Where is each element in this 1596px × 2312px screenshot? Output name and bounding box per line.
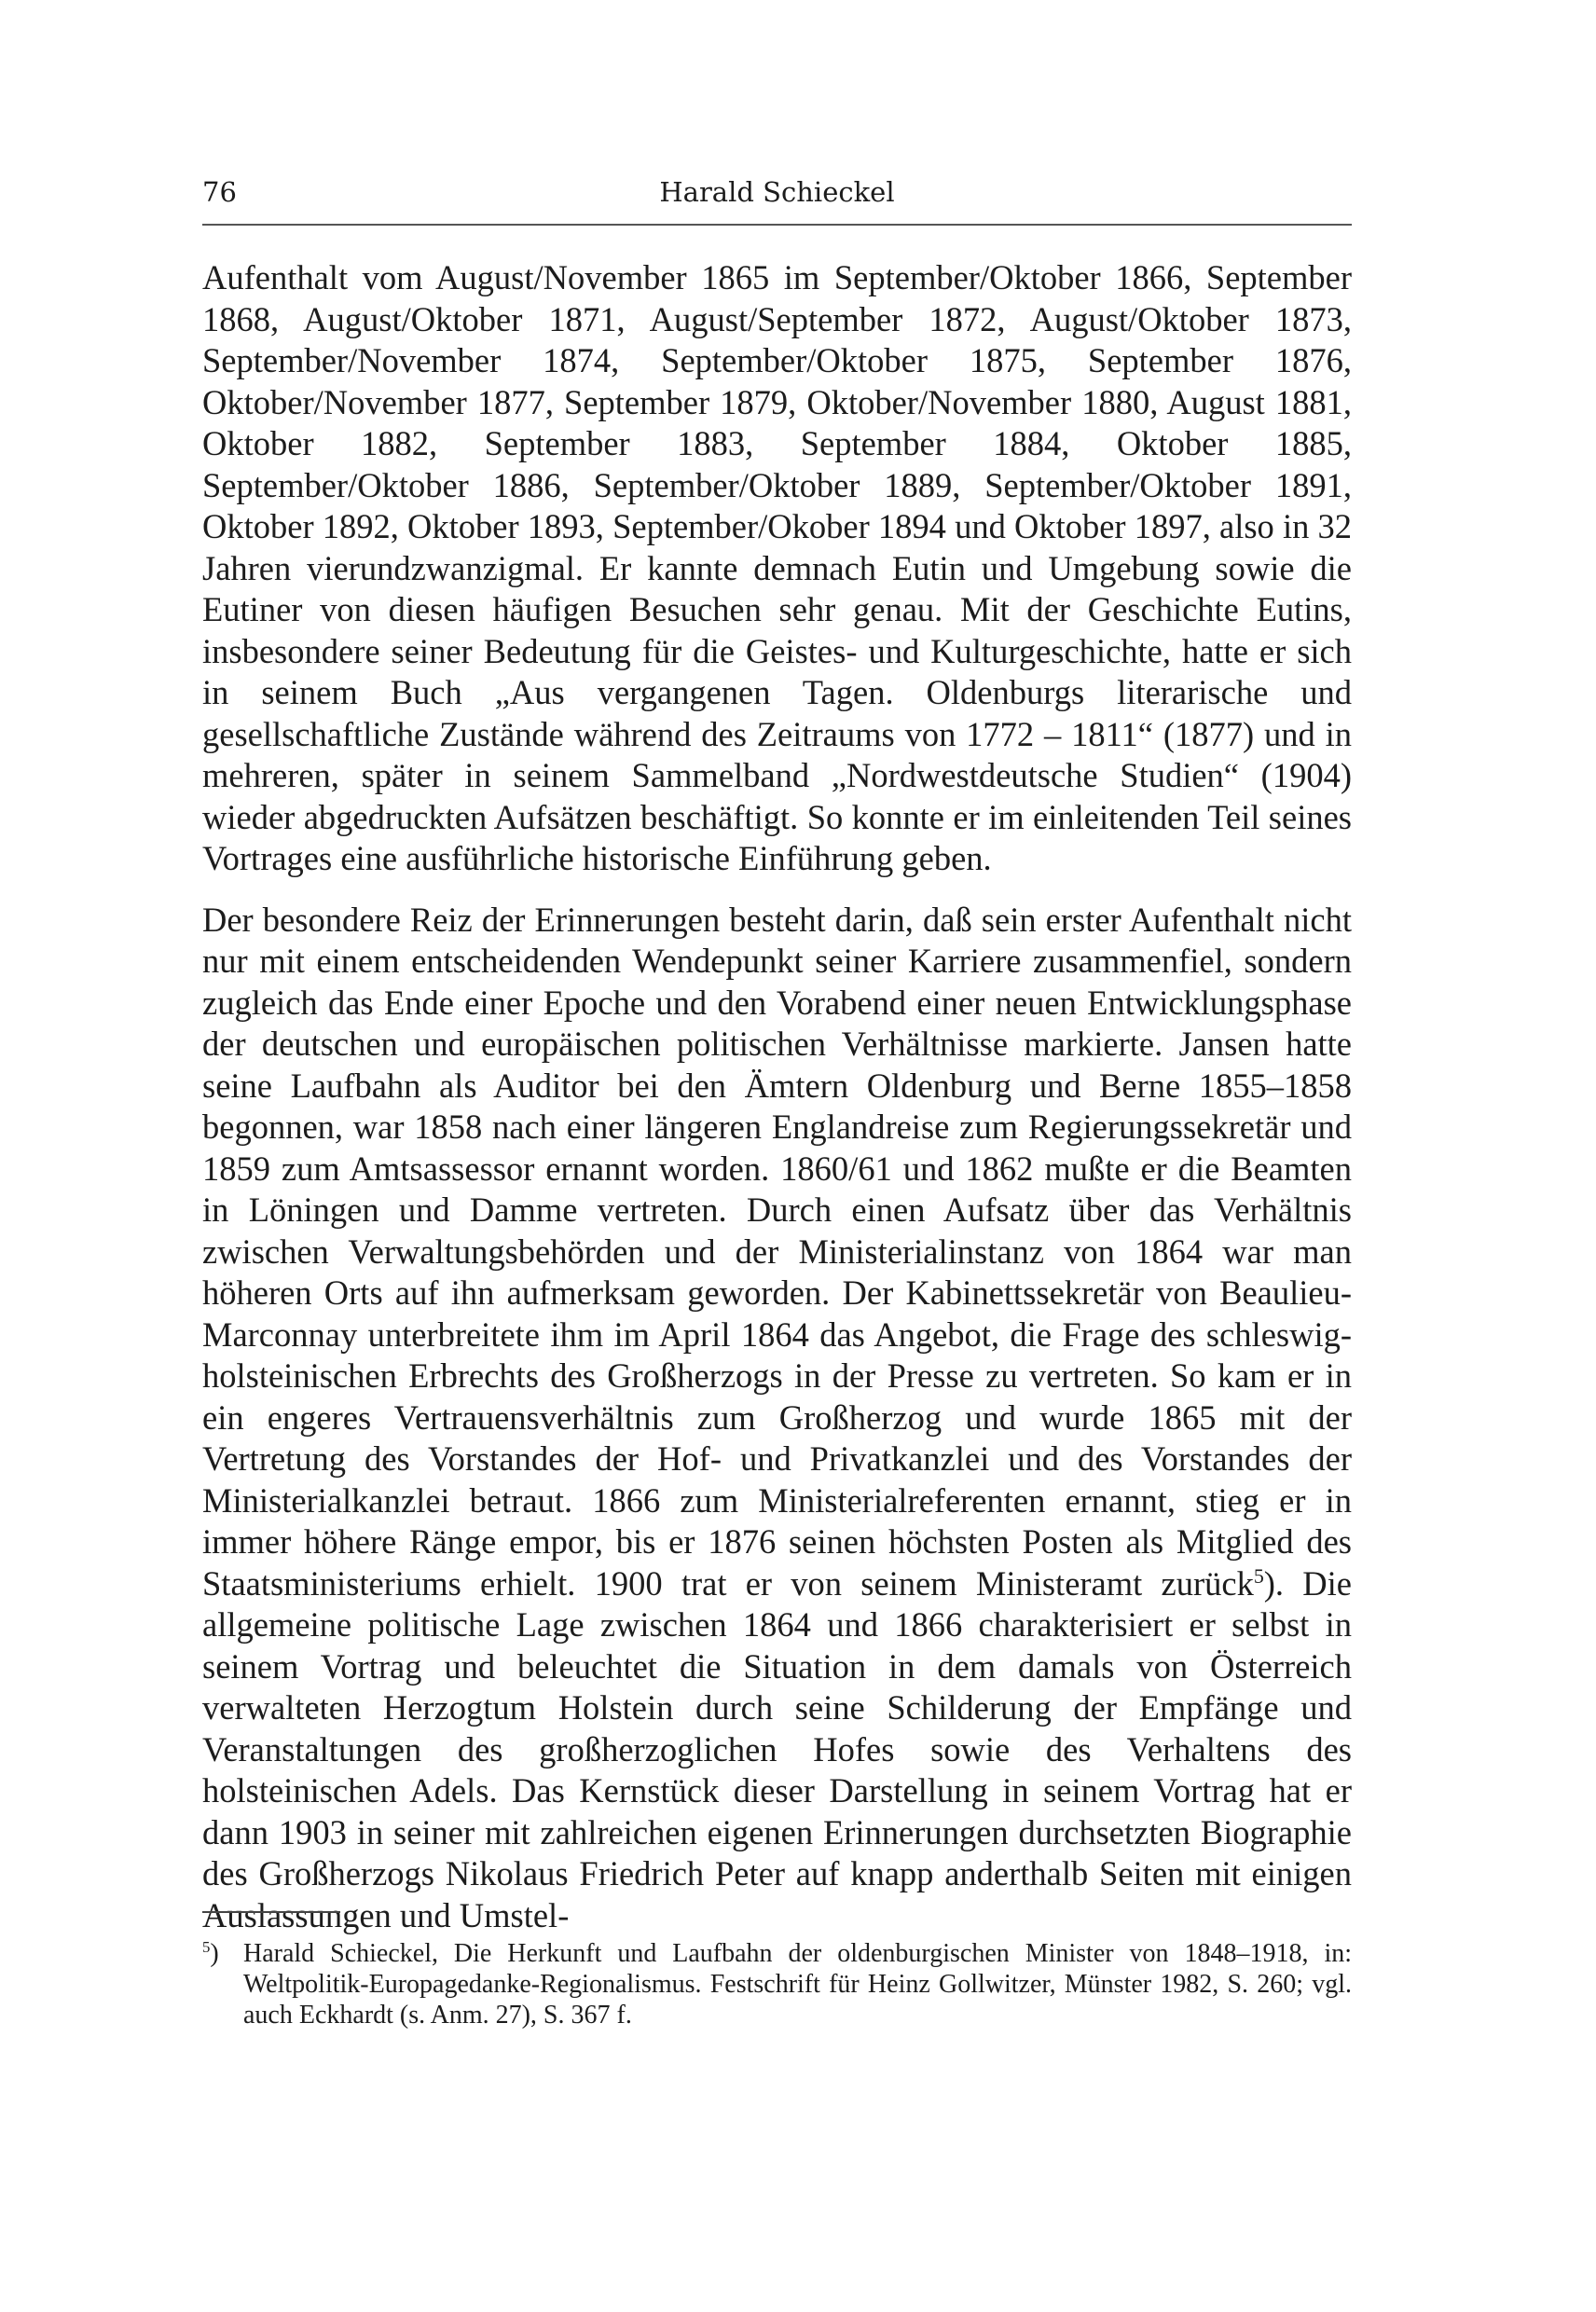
page-number: 76: [202, 176, 237, 208]
footnote-marker: [202, 1938, 219, 1969]
paragraph-2-continuation: ). Die allgemeine politische Lage zwischen 1864 und 1866 charakterisiert er selbst in seinem Vortrag und beleuchtet die Situation in dem damals von Österreich verwalteten Herzogtum Holstein durch seine Schilderung der Empfänge und Veranstaltungen des großherzoglichen Hofes sowie des Verhaltens des holsteinischen Adels. Das Kernstück dieser Darstellung in seinem Vortrag hat er dann 1903 in seiner mit zahlreichen eigenen Erinnerungen durchsetzten Biographie des Großherzogs Nikolaus Friedrich Peter auf knapp anderthalb Seiten mit einigen Auslassungen und Umstel-: [202, 1563, 1352, 1934]
paragraph-2-text: Der besondere Reiz der Erinnerungen besteht darin, daß sein erster Aufenthalt nicht nur mit einem entscheidenden Wendepunkt seiner Karriere zusammenfiel, sondern zugleich das Ende einer Epoche und den Vorabend einer neuen Entwicklungsphase der deutschen und europäischen politischen Verhältnisse markierte. Jansen hatte seine Laufbahn als Auditor bei den Ämtern Oldenburg und Berne 1855–1858 begonnen, war 1858 nach einer längeren Englandreise zum Regierungssekretär und 1859 zum Amtsassessor ernannt worden. 1860/61 und 1862 mußte er die Beamten in Löningen und Damme vertreten. Durch einen Aufsatz über das Verhältnis zwischen Verwaltungsbehörden und der Ministerialinstanz von 1864 war man höheren Orts auf ihn aufmerksam geworden. Der Kabinettssekretär von Beaulieu-Marconnay unterbreitete ihm im April 1864 das Angebot, die Frage des schleswig-holsteinischen Erbrechts des Großherzogs in der Presse zu vertreten. So kam er in ein engeres Vertrauensverhältnis zum Großherzog und wurde 1865 mit der Vertretung des Vorstandes der Hof- und Privatkanzlei und des Vorstandes der Ministerialkanzlei betraut. 1866 zum Ministerialreferenten ernannt, stieg er in immer höhere Ränge empor, bis er 1876 seinen höchsten Posten als Mitglied des Staatsministeriums erhielt. 1900 trat er von seinem Ministeramt zurück: [202, 900, 1352, 1603]
paragraph-1: Aufenthalt vom August/November 1865 im September/Oktober 1866, September 1868, August/Oktober 1871, August/September 1872, August/Oktober 1873, September/November 1874, September/Oktober 1875, September 1876, Oktober/November 1877, September 1879, Oktober/November 1880, August 1881, Oktober 1882, September 1883, September 1884, Oktober 1885, September/Oktober 1886, September/Oktober 1889, September/Oktober 1891, Oktober 1892, Oktober 1893, September/Okober 1894 und Oktober 1897, also in 32 Jahren vierundzwanzigmal. Er kannte demnach Eutin und Umgebung sowie die Eutiner von diesen häufigen Besuchen sehr genau. Mit der Geschichte Eutins, insbesondere seiner Bedeutung für die Geistes- und Kulturgeschichte, hatte er sich in seinem Buch „Aus vergangenen Tagen. Oldenburgs literarische und gesellschaftliche Zustände während des Zeitraums von 1772 – 1811“ (1877) und in mehreren, später in seinem Sammelband „Nordwestdeutsche Studien“ (1904) wieder abgedruckten Aufsätzen beschäftigt. So konnte er im einleitenden Teil seines Vortrages eine ausführliche historische Einführung geben.: [202, 258, 1352, 877]
footnote-number: 5: [202, 1937, 211, 1956]
running-title: Harald Schieckel: [659, 176, 895, 208]
footnote-marker-suffix: ): [210, 1939, 219, 1968]
body-text: [202, 257, 1352, 1936]
footnote-text: Harald Schieckel, Die Herkunft und Laufbahn der oldenburgischen Minister von 1848–1918, in: Weltpolitik-Europagedanke-Regionalismus. Festschrift für Heinz Gollwitzer, Münster 1982, S. 260; vgl. auch Eckhardt (s. Anm. 27), S. 367 f.: [243, 1939, 1352, 2030]
footnote: [202, 1938, 1352, 2030]
page-header: [202, 173, 1352, 211]
paragraph-2: [202, 900, 1352, 1937]
footnote-reference[interactable]: 5: [1253, 1563, 1264, 1588]
footnote-rule: [202, 1911, 340, 1913]
header-rule: [202, 224, 1352, 226]
